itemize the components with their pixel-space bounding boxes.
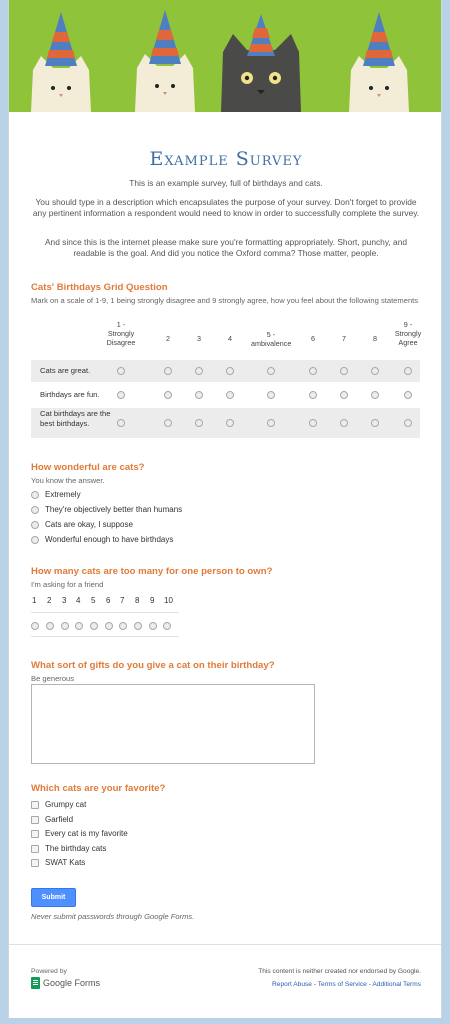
checkbox[interactable] xyxy=(31,830,39,838)
grid-radio-button[interactable] xyxy=(371,367,379,375)
radio-option[interactable] xyxy=(31,535,173,544)
scale-number-label: 6 xyxy=(106,596,111,605)
additional-terms-link[interactable]: Additional Terms xyxy=(372,981,421,988)
radio-button[interactable] xyxy=(31,491,39,499)
grid-radio-button[interactable] xyxy=(117,367,125,375)
checkbox[interactable] xyxy=(31,816,39,824)
grid-radio-button[interactable] xyxy=(164,419,172,427)
scale-number-label: 2 xyxy=(47,596,52,605)
grid-radio-button[interactable] xyxy=(340,391,348,399)
question-title: What sort of gifts do you give a cat on their birthday? xyxy=(31,660,275,671)
scale-radio-button[interactable] xyxy=(90,622,98,630)
grid-column-header: 4 xyxy=(228,334,232,343)
grid-radio-button[interactable] xyxy=(195,391,203,399)
scale-divider-top xyxy=(31,612,179,613)
grid-radio-button[interactable] xyxy=(226,419,234,427)
survey-description-3: And since this is the internet please make sure you're formatting appropriately. Short, punchy, and readable is the goal. And did you notice the Oxford comma? Those matter, people. xyxy=(44,237,408,258)
scale-number-label: 10 xyxy=(164,596,173,605)
question-help: You know the answer. xyxy=(31,476,105,485)
grid-radio-button[interactable] xyxy=(404,367,412,375)
option-label: Wonderful enough to have birthdays xyxy=(45,535,174,544)
grid-radio-button[interactable] xyxy=(340,419,348,427)
grid-radio-button[interactable] xyxy=(340,367,348,375)
scale-radio-button[interactable] xyxy=(31,622,39,630)
scale-number-label: 5 xyxy=(91,596,96,605)
grid-radio-button[interactable] xyxy=(267,419,275,427)
scale-radio-button[interactable] xyxy=(61,622,69,630)
checkbox-option[interactable] xyxy=(31,815,73,824)
scale-radio-button[interactable] xyxy=(134,622,142,630)
question-help: I'm asking for a friend xyxy=(31,580,104,589)
grid-radio-button[interactable] xyxy=(404,391,412,399)
option-label: They're objectively better than humans xyxy=(45,505,183,514)
question-title: Which cats are your favorite? xyxy=(31,783,166,794)
grid-column-header: 8 xyxy=(373,334,377,343)
option-label: Every cat is my favorite xyxy=(45,829,128,838)
radio-option[interactable] xyxy=(31,520,133,529)
question-help: Be generous xyxy=(31,674,75,683)
report-abuse-link[interactable]: Report Abuse xyxy=(272,981,312,988)
grid-column-header: 3 xyxy=(197,334,201,343)
scale-number-label: 9 xyxy=(150,596,155,605)
question-title: How many cats are too many for one person to own? xyxy=(31,566,273,577)
grid-row-label: Cats are great. xyxy=(40,366,91,375)
scale-number-label: 3 xyxy=(62,596,67,605)
grid-radio-button[interactable] xyxy=(195,419,203,427)
grid-radio-button[interactable] xyxy=(309,367,317,375)
scale-number-label: 8 xyxy=(135,596,140,605)
checkbox-option[interactable] xyxy=(31,844,106,853)
grid-column-header: 5 - ambivalence xyxy=(251,330,292,348)
checkbox-option[interactable] xyxy=(31,858,85,867)
google-forms-logo[interactable] xyxy=(31,977,100,989)
grid-radio-button[interactable] xyxy=(226,391,234,399)
scale-radio-button[interactable] xyxy=(46,622,54,630)
cat-party-banner xyxy=(9,0,442,112)
option-label: Extremely xyxy=(45,490,81,499)
grid-row-label: Cat birthdays are the best birthdays. xyxy=(40,409,111,428)
scale-radio-button[interactable] xyxy=(163,622,171,630)
grid-radio-button[interactable] xyxy=(267,391,275,399)
scale-number-label: 4 xyxy=(76,596,81,605)
gift-answer-textarea[interactable] xyxy=(31,684,315,764)
scale-radio-button[interactable] xyxy=(119,622,127,630)
password-warning: Never submit passwords through Google Forms. xyxy=(31,912,195,921)
question-title: How wonderful are cats? xyxy=(31,462,145,473)
grid-question-title: Cats' Birthdays Grid Question xyxy=(31,282,168,293)
grid-row xyxy=(31,360,420,382)
grid-column-header: 6 xyxy=(311,334,315,343)
checkbox[interactable] xyxy=(31,859,39,867)
scale-divider-bottom xyxy=(31,636,179,637)
grid-radio-button[interactable] xyxy=(371,391,379,399)
grid-radio-button[interactable] xyxy=(226,367,234,375)
option-label: Grumpy cat xyxy=(45,800,87,809)
option-label: Garfield xyxy=(45,815,74,824)
google-forms-brand: Google Forms xyxy=(43,978,101,988)
scale-number-label: 1 xyxy=(32,596,37,605)
google-disclaimer: This content is neither created nor endorsed by Google. xyxy=(258,968,421,975)
checkbox-option[interactable] xyxy=(31,829,128,838)
survey-description-2: You should type in a description which encapsulates the purpose of your survey. Don't forget to provide any pertinent information a respondent would need to know in order to successfully complete the survey. xyxy=(32,197,420,218)
cats-with-party-hats-illustration xyxy=(9,0,442,112)
footer-links: Report Abuse - Terms of Service - Additional Terms xyxy=(272,981,421,988)
grid-column-header: 2 xyxy=(166,334,170,343)
scale-radio-button[interactable] xyxy=(105,622,113,630)
radio-button[interactable] xyxy=(31,536,39,544)
powered-by-label: Powered by xyxy=(31,968,67,975)
grid-radio-button[interactable] xyxy=(117,391,125,399)
grid-radio-button[interactable] xyxy=(195,367,203,375)
checkbox-option[interactable] xyxy=(31,800,86,809)
option-label: Cats are okay, I suppose xyxy=(45,520,133,529)
survey-description-1: This is an example survey, full of birthdays and cats. xyxy=(129,178,323,188)
grid-row xyxy=(31,408,420,438)
option-label: The birthday cats xyxy=(45,844,107,853)
grid-column-header: 9 - Strongly Agree xyxy=(394,320,422,347)
grid-radio-button[interactable] xyxy=(404,419,412,427)
form-page xyxy=(8,0,442,1018)
submit-button[interactable]: Submit xyxy=(31,888,76,907)
grid-radio-button[interactable] xyxy=(267,367,275,375)
terms-of-service-link[interactable]: Terms of Service xyxy=(317,981,367,988)
radio-option[interactable] xyxy=(31,505,182,514)
grid-row-label: Birthdays are fun. xyxy=(40,390,100,399)
grid-radio-button[interactable] xyxy=(164,367,172,375)
radio-option[interactable] xyxy=(31,490,81,499)
grid-column-header: 7 xyxy=(342,334,346,343)
footer-divider xyxy=(9,944,442,945)
grid-radio-button[interactable] xyxy=(309,391,317,399)
scale-radio-button[interactable] xyxy=(75,622,83,630)
grid-question-help: Mark on a scale of 1-9, 1 being strongly disagree and 9 strongly agree, how you feel about the following statements xyxy=(31,296,419,305)
scale-number-label: 7 xyxy=(120,596,125,605)
checkbox[interactable] xyxy=(31,801,39,809)
google-forms-icon xyxy=(31,977,40,989)
grid-radio-button[interactable] xyxy=(371,419,379,427)
radio-button[interactable] xyxy=(31,521,39,529)
option-label: SWAT Kats xyxy=(45,858,86,867)
grid-radio-button[interactable] xyxy=(117,419,125,427)
grid-row xyxy=(31,384,420,406)
grid-radio-button[interactable] xyxy=(164,391,172,399)
grid-radio-button[interactable] xyxy=(309,419,317,427)
radio-button[interactable] xyxy=(31,506,39,514)
checkbox[interactable] xyxy=(31,845,39,853)
scale-radio-button[interactable] xyxy=(149,622,157,630)
survey-title: Example Survey xyxy=(149,148,303,170)
grid-column-header: 1 - Strongly Disagree xyxy=(106,320,136,347)
